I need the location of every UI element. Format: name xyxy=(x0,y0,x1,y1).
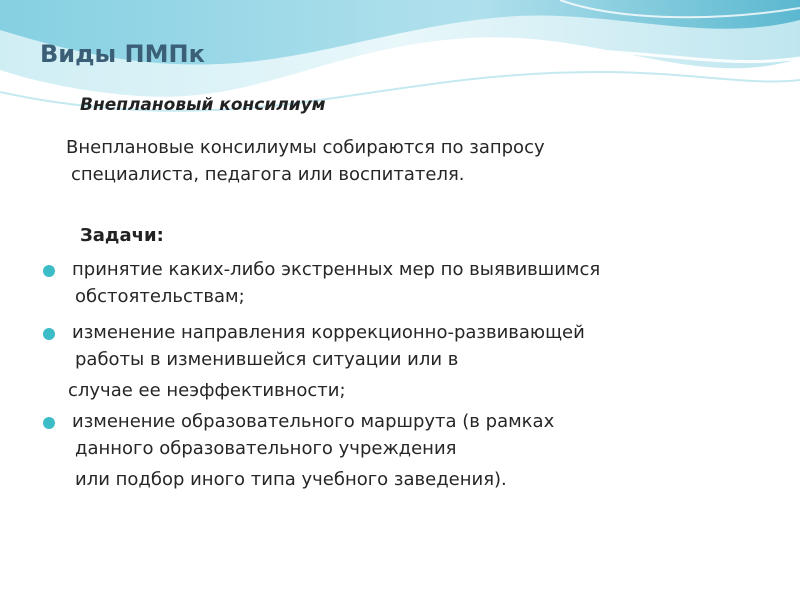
intro-paragraph-line-1: Внеплановые консилиумы собираются по запросу xyxy=(66,137,545,158)
intro-paragraph xyxy=(66,134,766,188)
tasks-heading: Задачи: xyxy=(80,225,164,246)
bullet-dot-icon xyxy=(43,328,55,340)
task-bullet-1-line-1: принятие каких-либо экстренных мер по выявившимся xyxy=(72,259,601,280)
task-bullet-1 xyxy=(40,256,780,310)
bullet-dot-icon xyxy=(43,417,55,429)
task-bullet-2-tail: случае ее неэффективности; xyxy=(68,380,346,401)
slide-subtitle: Внеплановый консилиум xyxy=(80,95,326,115)
bullet-dot-icon xyxy=(43,265,55,277)
slide-title: Виды ПМПк xyxy=(40,40,205,68)
intro-paragraph-line-2: специалиста, педагога или воспитателя. xyxy=(71,164,465,185)
task-bullet-3-line-2: данного образовательного учреждения xyxy=(75,438,457,459)
task-bullet-2 xyxy=(40,319,780,404)
tasks-bullet-list xyxy=(40,256,780,493)
task-bullet-1-line-2: обстоятельствам; xyxy=(75,286,245,307)
task-bullet-3-line-3: или подбор иного типа учебного заведения). xyxy=(75,469,507,490)
task-bullet-3 xyxy=(40,408,780,493)
task-bullet-3-line-1: изменение образовательного маршрута (в рамках xyxy=(72,411,555,432)
task-bullet-2-line-1: изменение направления коррекционно-развивающей xyxy=(72,322,585,343)
task-bullet-2-line-2: работы в изменившейся ситуации или в xyxy=(75,349,459,370)
